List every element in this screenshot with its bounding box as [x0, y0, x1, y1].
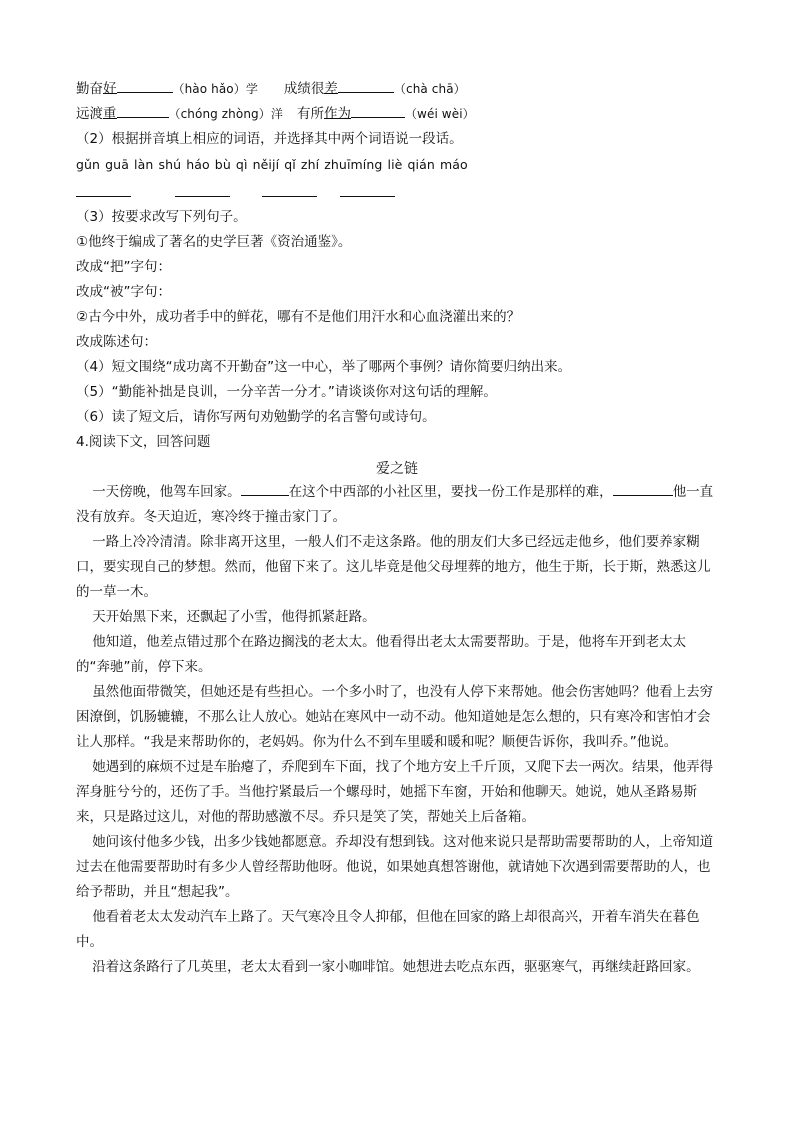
pinyin-options: （wéi wèi）: [404, 107, 475, 121]
question-5: （5）“勤能补拙是良训，一分辛苦一分才。”请谈谈你对这句话的理解。: [76, 384, 497, 400]
story-paragraph-3: 天开始黑下来，还飘起了小雪，他得抓紧赶路。: [92, 609, 376, 625]
story-paragraph-5: 虽然他面带微笑，但她还是有些担心。一个多小时了，也没有人停下来帮她。他会伤害她吗？他看上去穷困潦倒，饥肠辘辘，不那么让人放心。她站在寒风中一动不动。他知道她是怎么想的，只有寒冷和害怕才会让人那样。“我是来帮助你的，老妈妈。你为什么不到车里暖和暖和呢？顺便告诉你，我叫乔。”他说。: [76, 684, 714, 751]
answer-blank[interactable]: [613, 483, 673, 496]
section-4-heading: 4.阅读下文，回答问题: [76, 434, 211, 450]
underlined-char: 好: [103, 81, 117, 97]
sentence-1: ①他终于编成了著名的史学巨著《资治通鉴》。: [76, 234, 352, 250]
answer-blank[interactable]: [117, 80, 173, 93]
rewrite-bei-prompt: 改成“被”字句：: [76, 284, 171, 300]
sentence-2: ②古今中外，成功者手中的鲜花，哪有不是他们用汗水和心血浇灌出来的？: [76, 309, 521, 325]
question-2: （2）根据拼音填上相应的词语，并选择其中两个词语说一段话。: [76, 131, 463, 147]
answer-blank[interactable]: [351, 105, 405, 118]
pinyin-options: （chóng zhòng）洋: [168, 107, 283, 121]
underlined-char: 作为: [323, 106, 351, 122]
answer-blank[interactable]: [175, 184, 230, 197]
pinyin-options: （chà chā）: [393, 82, 466, 96]
question-4: （4）短文围绕“成功离不开勤奋”这一中心，举了哪两个事例？请你简要归纳出来。: [76, 359, 572, 375]
pinyin-options: （hào hǎo）学: [172, 82, 258, 96]
word-prefix: 勤奋: [76, 81, 103, 97]
story-paragraph-7: 她问该付他多少钱，出多少钱她都愿意。乔却没有想到钱。这对他来说只是帮助需要帮助的人，上帝知道过去在他需要帮助时有多少人曾经帮助他呀。他说，如果她真想答谢他，就请她下次遇到需要帮助的人，也给予帮助，并且“想起我”。: [76, 834, 714, 901]
pinyin-answer-blanks: [76, 184, 406, 198]
answer-blank[interactable]: [338, 80, 394, 93]
answer-blank[interactable]: [76, 184, 131, 197]
question-6: （6）读了短文后，请你写两句劝勉勤学的名言警句或诗句。: [76, 409, 436, 425]
answer-blank[interactable]: [117, 105, 169, 118]
story-paragraph-1: 一天傍晚，他驾车回家。 在这个中西部的小社区里，要找一份工作是那样的难， 他一直没有放弃。冬天迫近，寒冷终于撞击家门了。: [76, 484, 714, 526]
rewrite-ba-prompt: 改成“把”字句：: [76, 259, 171, 275]
story-paragraph-2: 一路上冷冷清清。除非离开这里，一般人们不走这条路。他的朋友们大多已经远走他乡，他们要养家糊口，要实现自己的梦想。然而，他留下来了。这儿毕竟是他父母埋葬的地方，他生于斯，长于斯，熟悉这儿的一草一木。: [76, 534, 711, 601]
word-prefix: 有所: [296, 106, 324, 122]
story-paragraph-9: 沿着这条路行了几英里，老太太看到一家小咖啡馆。她想进去吃点东西，驱驱寒气，再继续赶路回家。: [92, 959, 700, 975]
word-prefix: 远渡: [76, 106, 103, 122]
word-choice-row-2: [76, 105, 475, 123]
underlined-char: 差: [324, 81, 338, 97]
pinyin-line: gǔn guā làn shú háo bù qì něijí qǐ zhí zhuīmíng liè qián máo: [76, 157, 468, 172]
underlined-char: 重: [103, 106, 117, 122]
word-prefix: 成绩很: [283, 81, 325, 97]
answer-blank[interactable]: [340, 184, 395, 197]
question-3: （3）按要求改写下列句子。: [76, 209, 247, 225]
story-paragraph-8: 他看着老太太发动汽车上路了。天气寒冷且令人抑郁，但他在回家的路上却很高兴，开着车消失在暮色中。: [76, 909, 700, 951]
story-paragraph-4: 他知道，他差点错过那个在路边搁浅的老太太。他看得出老太太需要帮助。于是，他将车开到老太太的“奔驰”前，停下来。: [76, 634, 687, 676]
story-paragraph-6: 她遇到的麻烦不过是车胎瘪了，乔爬到车下面，找了个地方安上千斤顶，又爬下去一两次。结果，他弄得浑身脏兮兮的，还伤了手。当他拧紧最后一个螺母时，她摇下车窗，开始和他聊天。她说，她从圣路易斯来，只是路过这儿，对他的帮助感激不尽。乔只是笑了笑，帮她关上后备箱。: [76, 759, 714, 826]
answer-blank[interactable]: [241, 483, 289, 496]
story-title: 爱之链: [376, 461, 418, 477]
rewrite-declarative-prompt: 改成陈述句：: [76, 334, 157, 350]
word-choice-row-1: [76, 80, 466, 98]
answer-blank[interactable]: [262, 184, 317, 197]
